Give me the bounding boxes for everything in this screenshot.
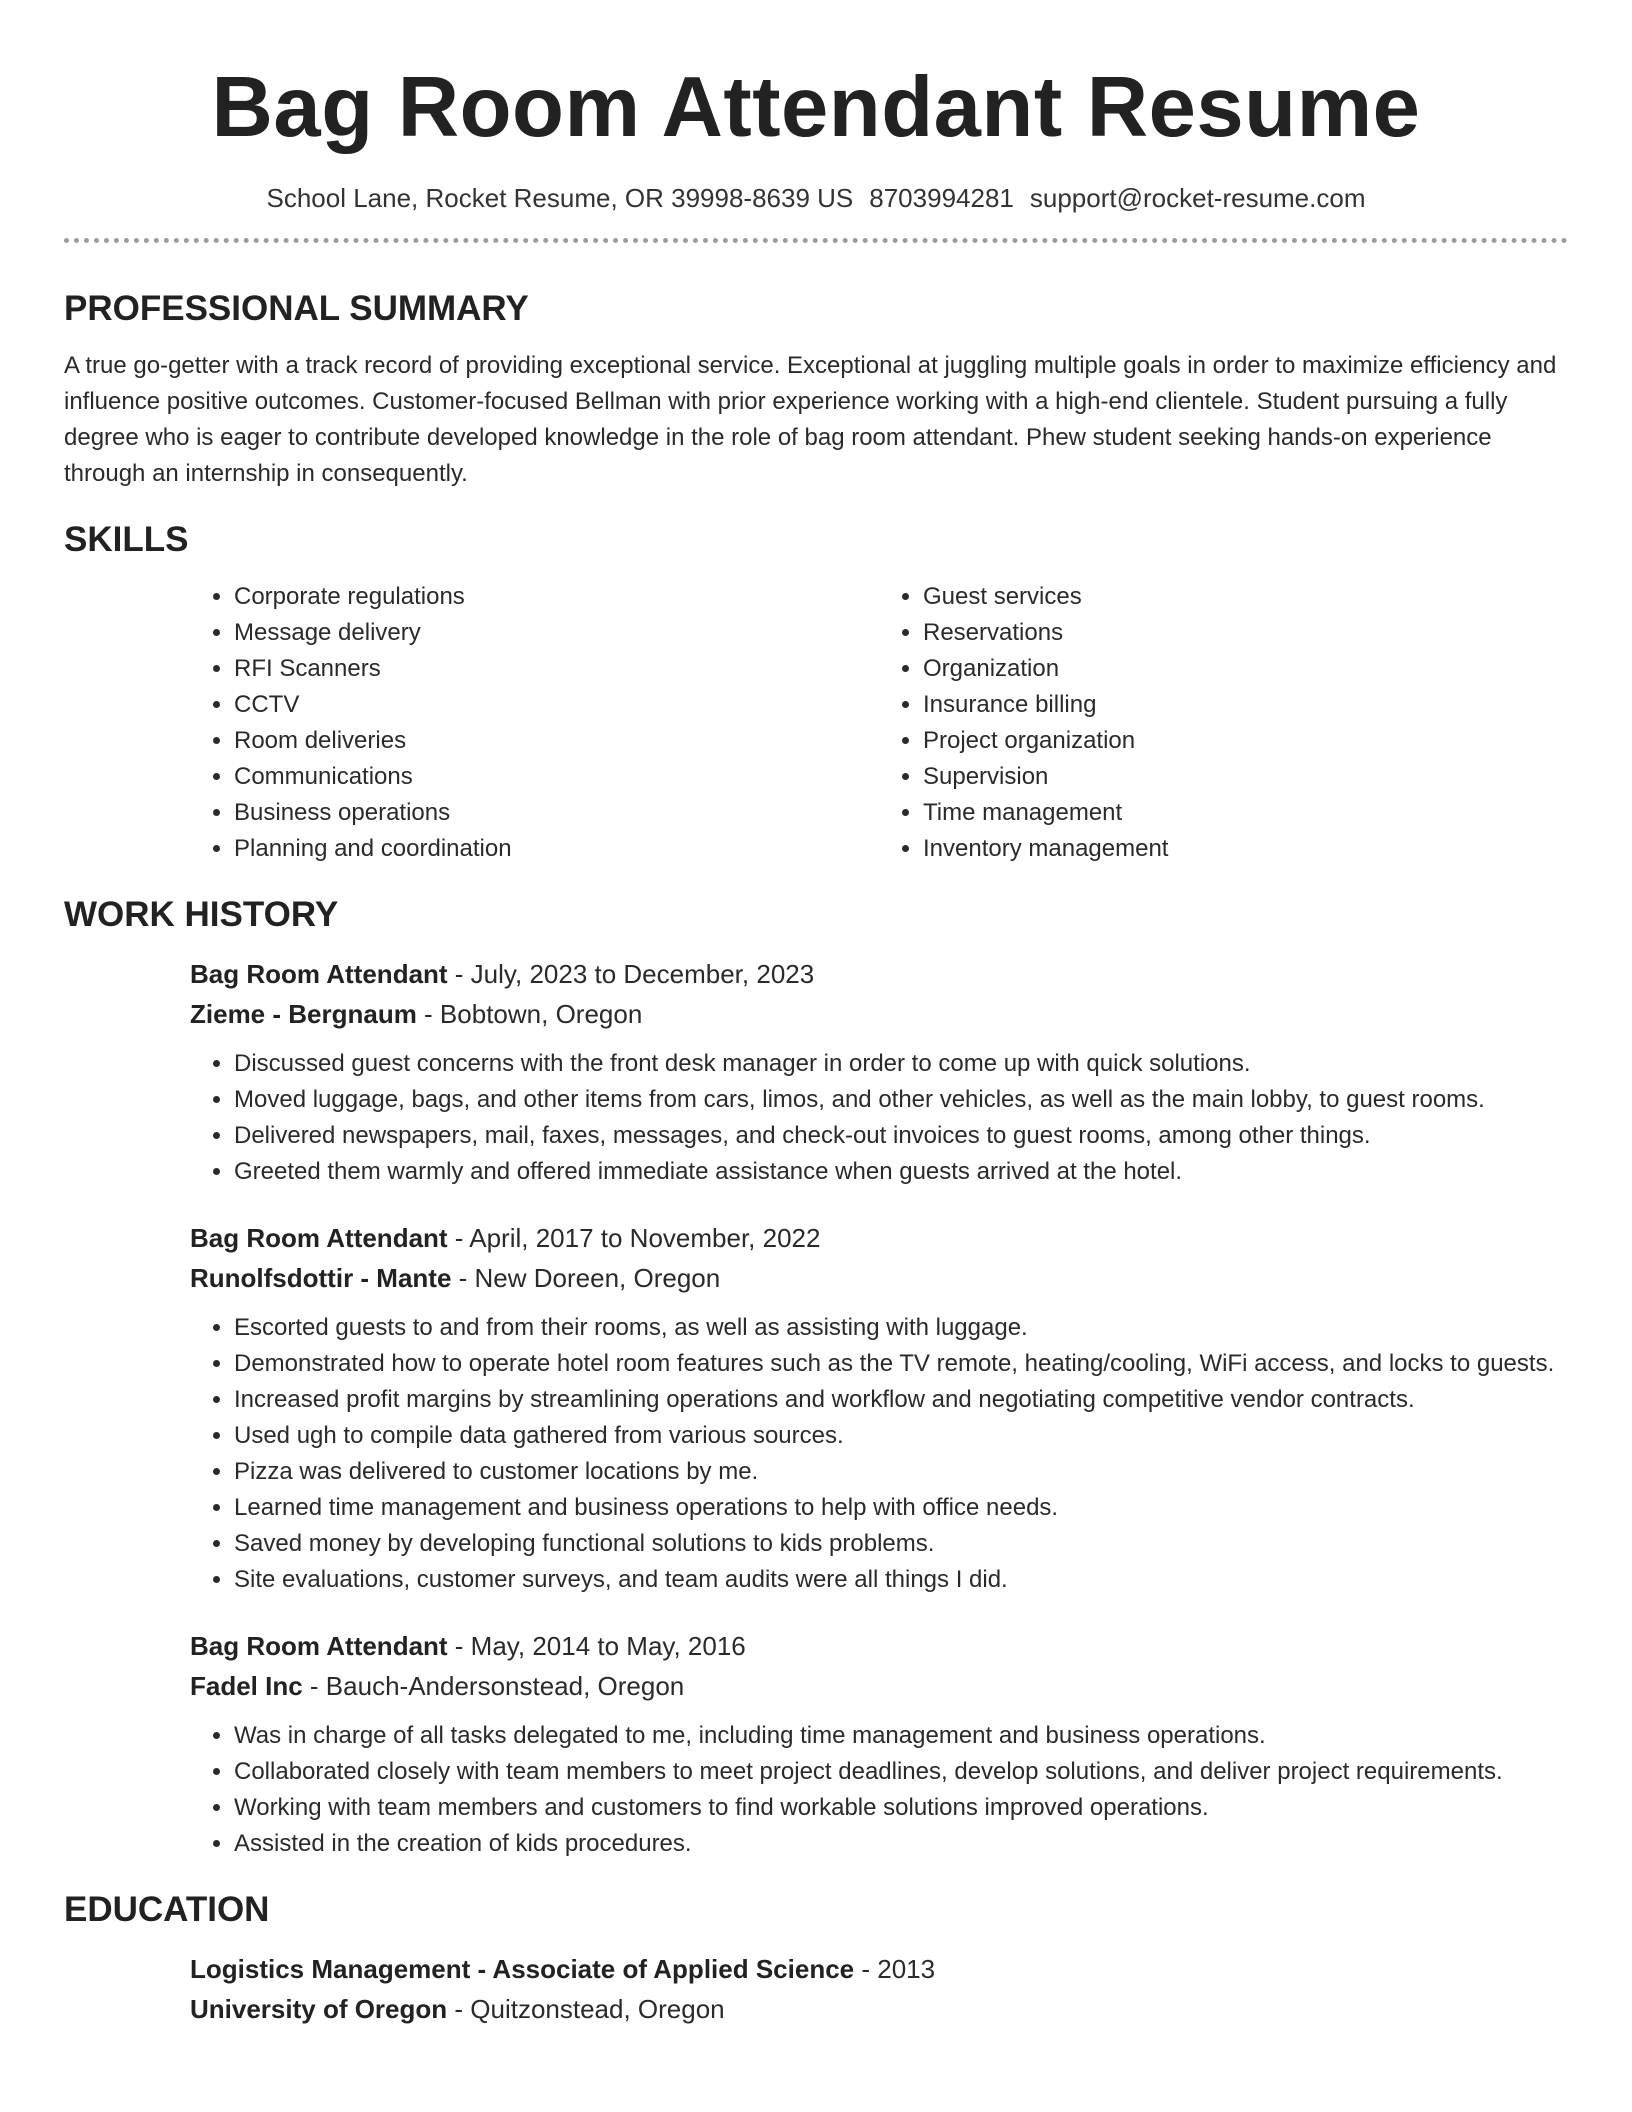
job-location: - Bobtown, Oregon — [416, 999, 643, 1029]
skill-item: • Insurance billing — [923, 687, 1568, 723]
job-company: Fadel Inc — [190, 1671, 303, 1701]
skill-item: • Planning and coordination — [234, 831, 879, 867]
job-title-line — [190, 1218, 1568, 1258]
job-dates: - July, 2023 to December, 2023 — [447, 959, 815, 989]
duty-item: • Demonstrated how to operate hotel room features such as the TV remote, heating/cooling, WiFi access, and locks to guests. — [234, 1346, 1568, 1382]
duty-item: • Collaborated closely with team members to meet project deadlines, develop solutions, and deliver project requirements. — [234, 1754, 1568, 1790]
duty-item: • Delivered newspapers, mail, faxes, messages, and check-out invoices to guest rooms, among other things. — [234, 1118, 1568, 1154]
duty-item: • Used ugh to compile data gathered from various sources. — [234, 1418, 1568, 1454]
skills-list — [190, 579, 1568, 867]
duty-item: • Escorted guests to and from their rooms, as well as assisting with luggage. — [234, 1310, 1568, 1346]
job-entry — [190, 954, 1568, 1190]
skill-item: • Reservations — [923, 615, 1568, 651]
education-entry — [190, 1949, 1568, 2029]
resume-title: Bag Room Attendant Resume — [211, 60, 1421, 155]
duty-item: • Assisted in the creation of kids procedures. — [234, 1826, 1568, 1862]
job-title: Bag Room Attendant — [190, 1631, 448, 1661]
job-location: - Bauch-Andersonstead, Oregon — [302, 1671, 685, 1701]
job-entry — [190, 1218, 1568, 1598]
skill-item: • Time management — [923, 795, 1568, 831]
duty-item: • Moved luggage, bags, and other items from cars, limos, and other vehicles, as well as the main lobby, to guest rooms. — [234, 1082, 1568, 1118]
job-duties — [190, 1310, 1568, 1598]
duty-item: • Pizza was delivered to customer locations by me. — [234, 1454, 1568, 1490]
job-dates: - April, 2017 to November, 2022 — [447, 1223, 821, 1253]
job-company-line — [190, 994, 1568, 1034]
skill-item: • Business operations — [234, 795, 879, 831]
skill-item: • Room deliveries — [234, 723, 879, 759]
job-duties — [190, 1718, 1568, 1862]
summary-text: A true go-getter with a track record of providing exceptional service. Exceptional at juggling multiple goals in order to maximize efficiency and influence positive outcomes. Customer-focused Bellman with prior experience working with a high-end clientele. Student pursuing a fully degree who is eager to contribute developed knowledge in the role of bag room attendant. Phew student seeking hands-on experience through an internship in consequently. — [64, 352, 1557, 487]
duty-item: • Learned time management and business operations to help with office needs. — [234, 1490, 1568, 1526]
skill-item: • Inventory management — [923, 831, 1568, 867]
job-entry — [190, 1626, 1568, 1862]
skill-item: • Organization — [923, 651, 1568, 687]
job-company-line — [190, 1258, 1568, 1298]
skill-item: • Message delivery — [234, 615, 879, 651]
education-school: University of Oregon — [190, 1994, 448, 2024]
skills-heading: SKILLS — [64, 520, 189, 559]
job-company-line — [190, 1666, 1568, 1706]
education-degree: Logistics Management - Associate of Applied Science — [190, 1954, 855, 1984]
skills-column-right — [879, 579, 1568, 867]
header-divider — [64, 238, 1568, 243]
skill-item: • Project organization — [923, 723, 1568, 759]
job-duties — [190, 1046, 1568, 1190]
education-year: - 2013 — [854, 1954, 936, 1984]
duty-item: • Was in charge of all tasks delegated to me, including time management and business operations. — [234, 1718, 1568, 1754]
duty-item: • Discussed guest concerns with the front desk manager in order to come up with quick solutions. — [234, 1046, 1568, 1082]
education-degree-line — [190, 1949, 1568, 1989]
job-title: Bag Room Attendant — [190, 959, 448, 989]
skill-item: • RFI Scanners — [234, 651, 879, 687]
duty-item: • Saved money by developing functional solutions to kids problems. — [234, 1526, 1568, 1562]
skill-item: • CCTV — [234, 687, 879, 723]
job-company: Runolfsdottir - Mante — [190, 1263, 452, 1293]
skill-item: • Corporate regulations — [234, 579, 879, 615]
job-location: - New Doreen, Oregon — [451, 1263, 721, 1293]
contact-address: School Lane, Rocket Resume, OR 39998-8639 US — [266, 183, 854, 213]
contact-email: support@rocket-resume.com — [1029, 183, 1366, 213]
summary-heading: PROFESSIONAL SUMMARY — [64, 289, 529, 328]
skills-column-left — [190, 579, 879, 867]
duty-item: • Greeted them warmly and offered immediate assistance when guests arrived at the hotel. — [234, 1154, 1568, 1190]
skill-item: • Guest services — [923, 579, 1568, 615]
job-title-line — [190, 954, 1568, 994]
contact-phone: 8703994281 — [869, 183, 1014, 213]
work-heading: WORK HISTORY — [64, 895, 339, 934]
job-company: Zieme - Bergnaum — [190, 999, 417, 1029]
job-title: Bag Room Attendant — [190, 1223, 448, 1253]
skill-item: • Communications — [234, 759, 879, 795]
job-dates: - May, 2014 to May, 2016 — [447, 1631, 746, 1661]
education-school-line — [190, 1989, 1568, 2029]
duty-item: • Site evaluations, customer surveys, and team audits were all things I did. — [234, 1562, 1568, 1598]
skill-item: • Supervision — [923, 759, 1568, 795]
duty-item: • Working with team members and customers to find workable solutions improved operations. — [234, 1790, 1568, 1826]
duty-item: • Increased profit margins by streamlining operations and workflow and negotiating competitive vendor contracts. — [234, 1382, 1568, 1418]
job-title-line — [190, 1626, 1568, 1666]
education-heading: EDUCATION — [64, 1890, 270, 1929]
contact-line — [64, 182, 1568, 214]
education-location: - Quitzonstead, Oregon — [447, 1994, 725, 2024]
